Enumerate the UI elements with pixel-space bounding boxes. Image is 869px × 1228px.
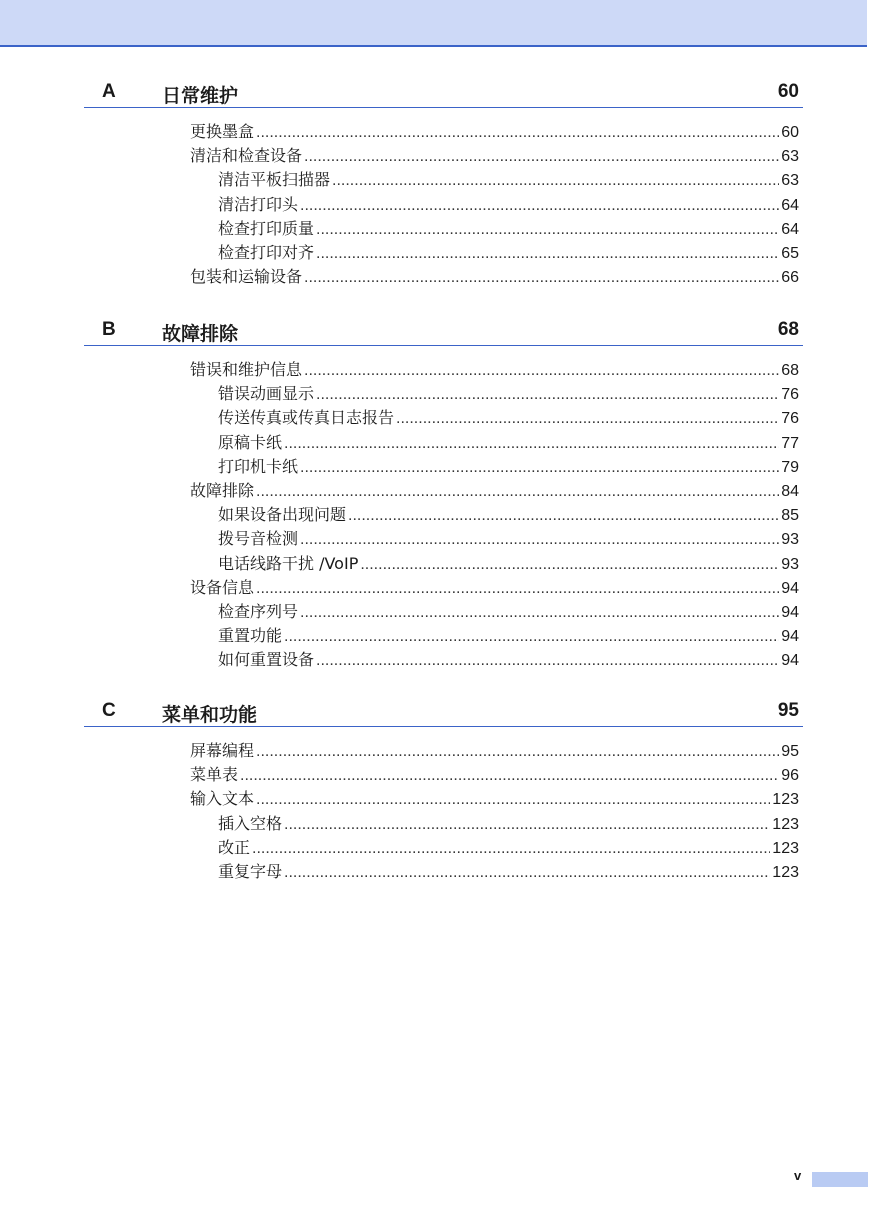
toc-entry[interactable] bbox=[84, 576, 803, 600]
toc-entry-page: 123 bbox=[772, 863, 799, 881]
toc-entry-title: 打印机卡纸 bbox=[218, 456, 299, 476]
dot-leader bbox=[284, 861, 770, 885]
page-number: v bbox=[794, 1168, 802, 1183]
toc-entry-page: 94 bbox=[781, 628, 799, 646]
toc-entry-page: 60 bbox=[781, 124, 799, 141]
toc-entry-page: 76 bbox=[781, 386, 799, 404]
toc-entry-title: 如果设备出现问题 bbox=[218, 505, 347, 525]
toc-entry-list bbox=[84, 120, 803, 289]
toc-entry-title: 检查打印质量 bbox=[218, 218, 315, 238]
toc-entry-title: 更换墨盒 bbox=[190, 122, 255, 141]
toc-entry[interactable] bbox=[84, 600, 803, 624]
toc-entry[interactable] bbox=[84, 358, 803, 382]
section-letter: C bbox=[102, 700, 116, 721]
toc-entry[interactable] bbox=[84, 265, 803, 289]
section-page-number: 60 bbox=[777, 81, 799, 102]
toc-entry-page: 94 bbox=[781, 579, 799, 597]
section-letter: A bbox=[102, 81, 116, 102]
dot-leader bbox=[316, 218, 779, 242]
toc-entry-list bbox=[84, 739, 803, 884]
toc-entry-title: 检查打印对齐 bbox=[218, 242, 315, 262]
toc-entry[interactable] bbox=[84, 120, 803, 144]
dot-leader bbox=[304, 359, 779, 383]
toc-entry-title: 包装和运输设备 bbox=[190, 267, 303, 287]
dot-leader bbox=[252, 837, 770, 861]
toc-entry-page: 65 bbox=[781, 244, 799, 262]
toc-entry-title: 电话线路干扰 /VoIP bbox=[218, 553, 359, 573]
toc-entry-page: 63 bbox=[781, 148, 799, 166]
toc-entry-title: 重置功能 bbox=[218, 626, 283, 646]
toc-entry[interactable] bbox=[84, 503, 803, 527]
toc-entry-page: 93 bbox=[781, 531, 799, 549]
dot-leader bbox=[316, 242, 779, 266]
dot-leader bbox=[300, 601, 779, 625]
section-heading bbox=[84, 81, 803, 108]
toc-entry-title: 如何重置设备 bbox=[218, 650, 315, 670]
toc-entry[interactable] bbox=[84, 382, 803, 406]
toc-entry-title: 菜单表 bbox=[190, 765, 239, 785]
toc-entry[interactable] bbox=[84, 527, 803, 551]
dot-leader bbox=[240, 764, 779, 788]
toc-entry-page: 123 bbox=[772, 839, 799, 857]
dot-leader bbox=[360, 553, 779, 577]
toc-entry-page: 68 bbox=[781, 362, 799, 379]
dot-leader bbox=[256, 788, 770, 812]
toc-entry[interactable] bbox=[84, 624, 803, 648]
toc-entry[interactable] bbox=[84, 144, 803, 168]
toc-entry-page: 94 bbox=[781, 652, 799, 670]
toc-entry-title: 改正 bbox=[218, 837, 251, 857]
section-page-number: 68 bbox=[777, 319, 799, 340]
toc-entry[interactable] bbox=[84, 455, 803, 479]
toc-entry-title: 原稿卡纸 bbox=[218, 432, 283, 452]
section-page-number: 95 bbox=[777, 700, 799, 721]
toc-entry[interactable] bbox=[84, 552, 803, 576]
toc-entry-page: 123 bbox=[772, 815, 799, 833]
footer-tab bbox=[812, 1172, 868, 1187]
dot-leader bbox=[316, 649, 779, 673]
toc-entry[interactable] bbox=[84, 739, 803, 763]
dot-leader bbox=[304, 266, 779, 290]
toc-entry[interactable] bbox=[84, 479, 803, 503]
toc-entry[interactable] bbox=[84, 193, 803, 217]
toc-entry[interactable] bbox=[84, 860, 803, 884]
toc-entry-title: 拨号音检测 bbox=[218, 529, 299, 549]
dot-leader bbox=[396, 407, 779, 431]
dot-leader bbox=[316, 383, 779, 407]
toc-entry-page: 123 bbox=[772, 791, 799, 809]
toc-entry-title: 检查序列号 bbox=[218, 601, 299, 621]
toc-entry-page: 93 bbox=[781, 555, 799, 573]
toc-entry-page: 84 bbox=[781, 482, 799, 500]
toc-entry-list bbox=[84, 358, 803, 672]
toc-entry[interactable] bbox=[84, 168, 803, 192]
toc-entry[interactable] bbox=[84, 431, 803, 455]
dot-leader bbox=[284, 625, 779, 649]
section-title[interactable]: 菜单和功能 bbox=[162, 704, 258, 726]
dot-leader bbox=[332, 169, 779, 193]
toc-entry[interactable] bbox=[84, 787, 803, 811]
toc-entry-page: 85 bbox=[781, 507, 799, 525]
dot-leader bbox=[256, 740, 779, 764]
toc-entry-page: 64 bbox=[781, 196, 799, 214]
dot-leader bbox=[284, 813, 770, 837]
toc-entry-page: 96 bbox=[781, 767, 799, 785]
toc-entry[interactable] bbox=[84, 406, 803, 430]
toc-section-a bbox=[84, 81, 803, 289]
toc-entry-title: 清洁和检查设备 bbox=[190, 146, 303, 166]
toc-section-c bbox=[84, 700, 803, 884]
section-heading bbox=[84, 319, 803, 346]
dot-leader bbox=[348, 504, 779, 528]
toc-entry[interactable] bbox=[84, 812, 803, 836]
dot-leader bbox=[284, 432, 779, 456]
dot-leader bbox=[304, 145, 779, 169]
dot-leader bbox=[256, 480, 779, 504]
toc-section-b bbox=[84, 319, 803, 672]
toc-entry-title: 设备信息 bbox=[190, 577, 255, 597]
toc-entry-title: 故障排除 bbox=[190, 480, 255, 500]
toc-entry-title: 插入空格 bbox=[218, 813, 283, 833]
header-band bbox=[0, 0, 867, 47]
toc-entry-page: 63 bbox=[781, 172, 799, 190]
toc-entry-title: 屏幕编程 bbox=[190, 741, 255, 760]
dot-leader bbox=[300, 528, 779, 552]
section-title[interactable]: 故障排除 bbox=[162, 323, 239, 345]
toc-entry-page: 76 bbox=[781, 410, 799, 428]
section-heading bbox=[84, 700, 803, 727]
toc-entry-title: 错误和维护信息 bbox=[190, 360, 303, 379]
toc-entry-title: 清洁打印头 bbox=[218, 194, 299, 214]
toc-entry-page: 95 bbox=[781, 743, 799, 760]
dot-leader bbox=[256, 121, 779, 145]
toc-entry-title: 重复字母 bbox=[218, 861, 283, 881]
toc-entry[interactable] bbox=[84, 648, 803, 672]
toc-entry-title: 错误动画显示 bbox=[218, 384, 315, 404]
section-title[interactable]: 日常维护 bbox=[162, 85, 239, 107]
toc-entry-title: 传送传真或传真日志报告 bbox=[218, 408, 395, 428]
toc-entry[interactable] bbox=[84, 763, 803, 787]
toc-entry[interactable] bbox=[84, 241, 803, 265]
toc-entry-page: 64 bbox=[781, 220, 799, 238]
toc-entry[interactable] bbox=[84, 217, 803, 241]
dot-leader bbox=[256, 577, 779, 601]
toc-entry-page: 77 bbox=[781, 434, 799, 452]
dot-leader bbox=[300, 194, 779, 218]
section-letter: B bbox=[102, 319, 116, 340]
toc-entry-title: 输入文本 bbox=[190, 789, 255, 809]
dot-leader bbox=[300, 456, 779, 480]
toc-entry-page: 66 bbox=[781, 269, 799, 287]
toc-entry-page: 94 bbox=[781, 603, 799, 621]
toc-entry-page: 79 bbox=[781, 458, 799, 476]
toc-entry-title: 清洁平板扫描器 bbox=[218, 170, 331, 190]
toc-entry[interactable] bbox=[84, 836, 803, 860]
